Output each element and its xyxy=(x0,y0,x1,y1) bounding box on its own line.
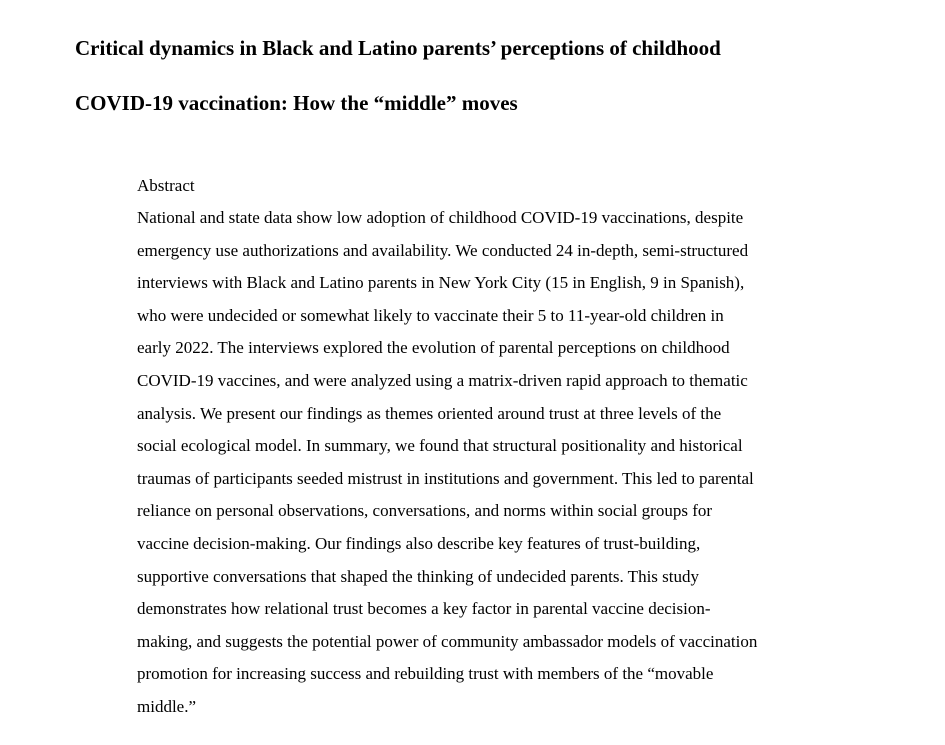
paper-title-line-2: COVID-19 vaccination: How the “middle” moves xyxy=(75,91,518,115)
abstract-line: emergency use authorizations and availability. We conducted 24 in-depth, semi-structured xyxy=(137,240,749,260)
abstract-line: National and state data show low adoption of childhood COVID-19 vaccinations, despite xyxy=(137,208,744,227)
abstract-line: traumas of participants seeded mistrust in institutions and government. This led to parental xyxy=(137,468,754,488)
abstract-line: analysis. We present our findings as themes oriented around trust at three levels of the xyxy=(137,403,722,423)
paper-title-line-1: Critical dynamics in Black and Latino parents’ perceptions of childhood xyxy=(75,36,721,60)
abstract-line: early 2022. The interviews explored the evolution of parental perceptions on childhood xyxy=(137,338,730,358)
abstract-line: who were undecided or somewhat likely to vaccinate their 5 to 11-year-old children in xyxy=(137,305,724,325)
abstract-line: reliance on personal observations, conversations, and norms within social groups for xyxy=(137,501,713,521)
abstract-line: COVID-19 vaccines, and were analyzed using a matrix-driven rapid approach to thematic xyxy=(137,370,748,390)
abstract-section xyxy=(137,174,937,724)
abstract-line: middle.” xyxy=(137,696,197,716)
abstract-line: supportive conversations that shaped the thinking of undecided parents. This study xyxy=(137,566,699,586)
abstract-line: promotion for increasing success and rebuilding trust with members of the “movable xyxy=(137,664,714,684)
abstract-line: demonstrates how relational trust becomes a key factor in parental vaccine decision- xyxy=(137,599,711,619)
abstract-line: making, and suggests the potential power of community ambassador models of vaccination xyxy=(137,631,758,651)
abstract-line: social ecological model. In summary, we found that structural positionality and historical xyxy=(137,436,743,456)
abstract-heading: Abstract xyxy=(137,176,195,195)
abstract-line: interviews with Black and Latino parents in New York City (15 in English, 9 in Spanish), xyxy=(137,273,745,293)
abstract-line: vaccine decision-making. Our findings also describe key features of trust-building, xyxy=(137,533,701,553)
